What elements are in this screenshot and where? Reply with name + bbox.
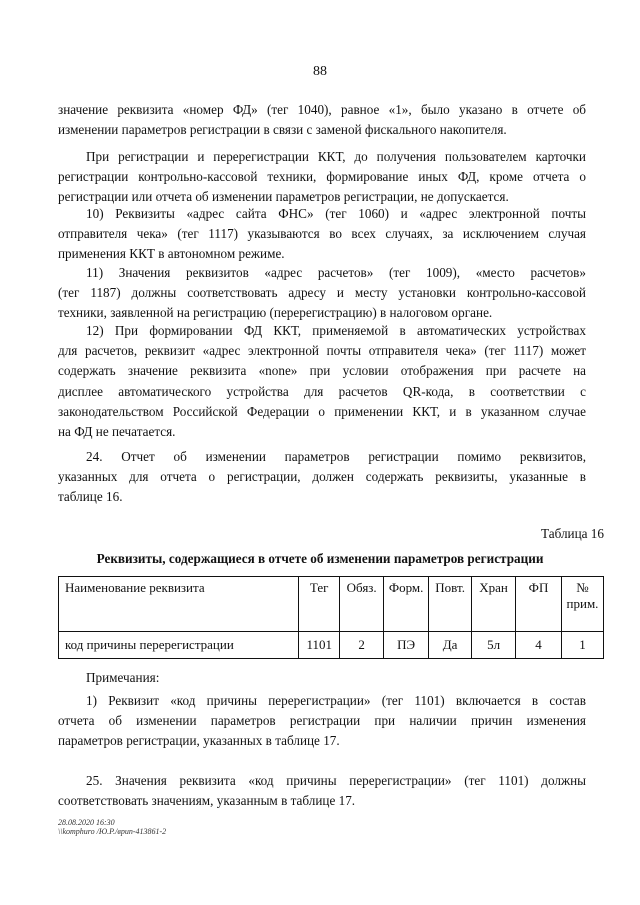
- header-cell-fp: ФП: [516, 577, 562, 632]
- paragraph-item-10: [58, 204, 586, 265]
- table-title: Реквизиты, содержащиеся в отчете об изменении параметров регистрации: [96, 551, 544, 566]
- header-cell-name: Наименование реквизита: [59, 577, 299, 632]
- text-line: Примечания:: [86, 670, 160, 685]
- text-line: (тег 1187) должны соответствовать адресу и месту установки контрольно-кассовой: [58, 285, 586, 301]
- table-header-row: [59, 577, 604, 632]
- text-line: регистрации контрольно-кассовой техники, формирование иных ФД, кроме отчета о: [58, 169, 586, 185]
- text-line: соответствовать значениям, указанным в таблице 17.: [58, 793, 356, 809]
- table-cell: 5л: [472, 632, 516, 659]
- header-cell-format: Форм.: [384, 577, 429, 632]
- paragraph-item-24: [58, 447, 586, 508]
- text-line: 11) Значения реквизитов «адрес расчетов» (тег 1009), «место расчетов»: [86, 265, 586, 280]
- paragraph-item-12: [58, 321, 586, 442]
- text-line: 24. Отчет об изменении параметров регистрации помимо реквизитов,: [86, 449, 586, 464]
- text-line: законодательством Российской Федерации о применении ККТ, и в указанном случае: [58, 403, 586, 419]
- page-number: 88: [313, 64, 327, 79]
- text-line: на ФД не печатается.: [58, 424, 176, 440]
- paragraph-item-25: [58, 771, 586, 811]
- text-line: отправителя чека» (тег 1117) указываются во всех случаях, за исключением случая: [58, 226, 586, 242]
- text-line: При регистрации и перерегистрации ККТ, до получения пользователем карточки: [86, 149, 586, 164]
- text-line: изменении параметров регистрации в связи с заменой фискального накопителя.: [58, 122, 507, 138]
- paragraph-registration: [58, 147, 586, 208]
- table-caption: Таблица 16: [541, 526, 604, 541]
- table-cell: код причины перерегистрации: [59, 632, 299, 659]
- text-line: параметров регистрации, указанных в таблице 17.: [58, 733, 340, 749]
- paragraph-note-1: [58, 691, 586, 752]
- table-cell: 2: [340, 632, 384, 659]
- header-cell-note-number: № прим.: [561, 577, 603, 632]
- text-line: техники, заявленной на регистрацию (перерегистрацию) в налоговом органе.: [58, 305, 493, 321]
- text-line: отчета об изменении параметров регистрации при наличии причин изменения: [58, 713, 586, 729]
- paragraph-fd-number: [58, 100, 586, 140]
- table-row: [59, 632, 604, 659]
- text-line: значение реквизита «номер ФД» (тег 1040), равное «1», было указано в отчете об: [58, 102, 586, 117]
- header-cell-storage: Хран: [472, 577, 516, 632]
- requisites-table: [58, 576, 604, 659]
- text-line: 10) Реквизиты «адрес сайта ФНС» (тег 1060) и «адрес электронной почты: [86, 206, 586, 221]
- table-cell: 4: [516, 632, 562, 659]
- text-line: дисплее автоматического устройства для расчетов QR-кода, в соответствии с: [58, 383, 586, 399]
- text-line: 12) При формировании ФД ККТ, применяемой в автоматических устройствах: [86, 323, 586, 338]
- text-line: таблице 16.: [58, 489, 123, 505]
- footer-file-path: \\komphuro /Ю.Р./вриn-413861-2: [58, 827, 167, 836]
- text-line: для расчетов, реквизит «адрес электронной почты отправителя чека» (тег 1117) может: [58, 343, 586, 359]
- table-cell: Да: [429, 632, 472, 659]
- table-cell: 1: [561, 632, 603, 659]
- table-cell: 1101: [299, 632, 340, 659]
- footer-stamp: [58, 818, 166, 836]
- paragraph-item-11: [58, 263, 586, 324]
- text-line: указанных для отчета о регистрации, должен содержать реквизиты, указанные в: [58, 469, 586, 485]
- text-line: 1) Реквизит «код причины перерегистрации» (тег 1101) включается в состав: [86, 693, 586, 708]
- footer-date: 28.08.2020 16:30: [58, 818, 115, 827]
- text-line: применения ККТ в автономном режиме.: [58, 246, 285, 262]
- text-line: регистрации или отчета об изменении параметров регистрации, не допускается.: [58, 189, 509, 205]
- header-cell-required: Обяз.: [340, 577, 384, 632]
- header-cell-repeat: Повт.: [429, 577, 472, 632]
- header-cell-tag: Тег: [299, 577, 340, 632]
- text-line: содержать значение реквизита «none» при условии отображения при расчете на: [58, 363, 586, 379]
- text-line: 25. Значения реквизита «код причины перерегистрации» (тег 1101) должны: [86, 773, 586, 788]
- notes-heading: [58, 668, 586, 688]
- table-cell: ПЭ: [384, 632, 429, 659]
